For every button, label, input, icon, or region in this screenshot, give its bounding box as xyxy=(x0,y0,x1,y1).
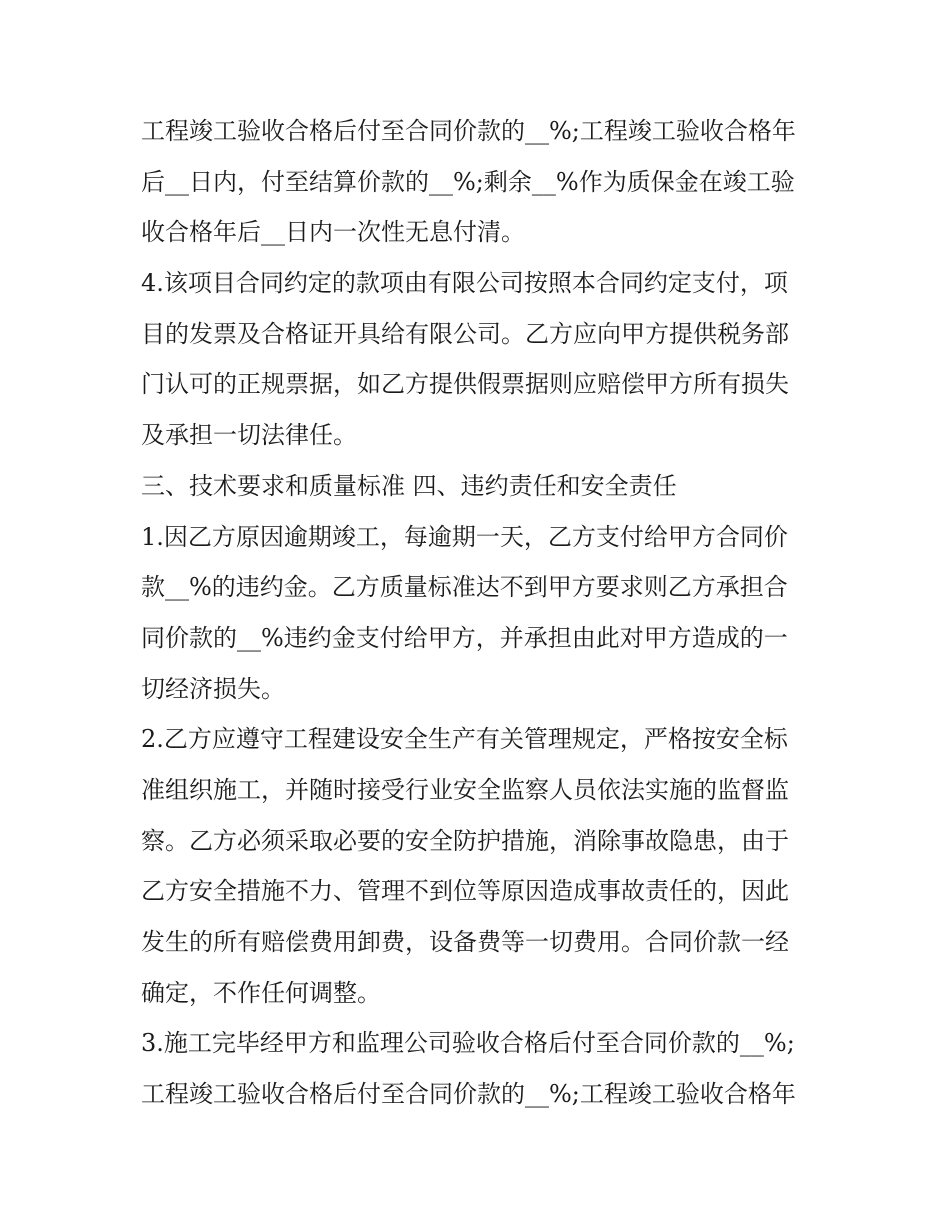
document-body xyxy=(141,106,831,1120)
text-line: 工程竣工验收合格后付至合同价款的__%;工程竣工验收合格年 xyxy=(141,1080,796,1109)
text-line: 款__%的违约金。乙方质量标准达不到甲方要求则乙方承担合 xyxy=(141,573,788,602)
text-line: 及承担一切法律任。 xyxy=(141,421,357,450)
text-line: 发生的所有赔偿费用卸费，设备费等一切费用。合同价款一经 xyxy=(141,928,789,956)
text-line: 1.因乙方原因逾期竣工，每逾期一天，乙方支付给甲方合同价 xyxy=(141,522,788,551)
text-line: 2.乙方应遵守工程建设安全生产有关管理规定，严格按安全标 xyxy=(141,725,788,754)
text-line: 确定，不作任何调整。 xyxy=(141,978,381,1007)
text-line: 乙方安全措施不力、管理不到位等原因造成事故责任的，因此 xyxy=(141,877,789,906)
text-line: 察。乙方必须采取必要的安全防护措施，消除事故隐患，由于 xyxy=(141,826,789,855)
text-line: 收合格年后__日内一次性无息付清。 xyxy=(141,218,525,247)
text-line: 门认可的正规票据，如乙方提供假票据则应赔偿甲方所有损失 xyxy=(141,370,789,399)
text-line: 同价款的__%违约金支付给甲方，并承担由此对甲方造成的一 xyxy=(141,623,788,652)
section-heading: 三、技术要求和质量标准 四、违约责任和安全责任 xyxy=(141,471,677,500)
text-line: 工程竣工验收合格后付至合同价款的__%;工程竣工验收合格年 xyxy=(141,117,796,145)
text-line: 4.该项目合同约定的款项由有限公司按照本合同约定支付，项 xyxy=(141,269,788,298)
text-line: 准组织施工，并随时接受行业安全监察人员依法实施的监督监 xyxy=(141,775,789,804)
text-line: 后__日内，付至结算价款的__%;剩余__%作为质保金在竣工验 xyxy=(141,167,795,196)
text-line: 目的发票及合格证开具给有限公司。乙方应向甲方提供税务部 xyxy=(141,319,789,348)
text-line: 3.施工完毕经甲方和监理公司验收合格后付至合同价款的__%; xyxy=(141,1029,795,1058)
text-line: 切经济损失。 xyxy=(141,674,285,703)
